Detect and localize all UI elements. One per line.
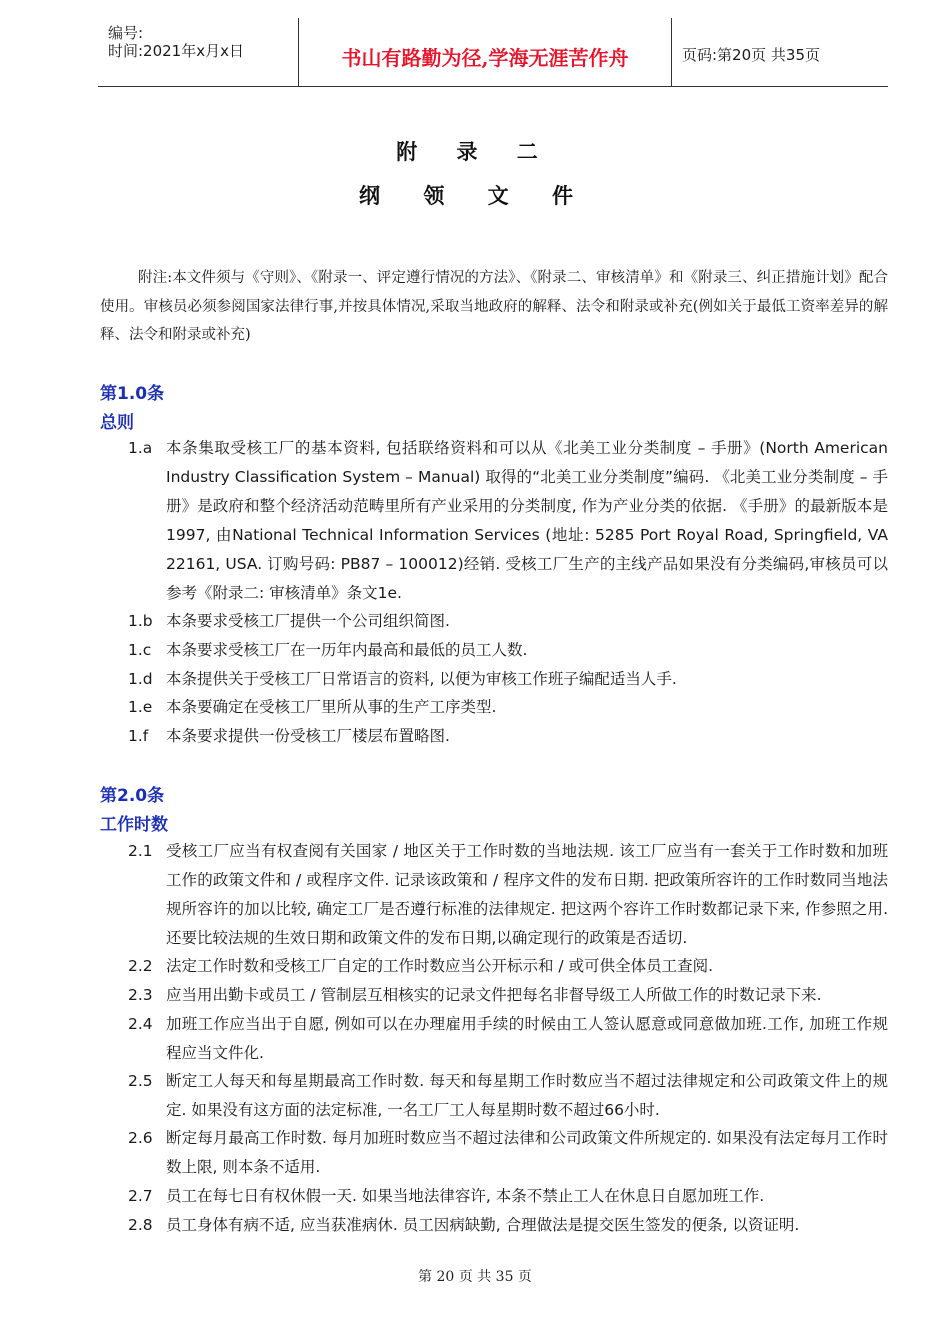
item-number: 2.1	[128, 842, 153, 860]
appendix-title: 附 录 二	[396, 139, 554, 164]
section-number: 第1.0条	[100, 384, 165, 404]
item-number: 1.f	[128, 727, 149, 745]
item-text: 法定工作时数和受核工厂自定的工作时数应当公开标示和 / 或可供全体员工查阅.	[166, 957, 714, 975]
section-heading: 总则	[100, 413, 134, 433]
note-paragraph: 附注:本文件须与《守则》、《附录一、评定遵行情况的方法》、《附录二、审核清单》和《附录三、纠正措施计划》配合使用。审核员必须参阅国家法律行事,并按具体情况,采取当地政府的解释、法令和附录或补充(例如关于最低工资率差异的解释、法令和附录或补充)	[100, 270, 888, 343]
item-text: 本条要确定在受核工厂里所从事的生产工序类型.	[166, 698, 497, 716]
header-right-cell	[672, 18, 888, 86]
item-text: 员工身体有病不适, 应当获准病休. 员工因病缺勤, 合理做法是提交医生签发的便条, 以资证明.	[166, 1216, 800, 1234]
document-code: 编号:	[108, 24, 144, 42]
item-number: 2.8	[128, 1216, 153, 1234]
item-text: 本条要求受核工厂在一历年内最高和最低的员工人数.	[166, 641, 528, 659]
item-number: 2.4	[128, 1015, 153, 1033]
item-number: 1.a	[128, 439, 153, 457]
item-number: 1.c	[128, 641, 152, 659]
section-heading: 工作时数	[100, 815, 168, 835]
page-footer: 第 20 页 共 35 页	[418, 1269, 532, 1285]
header-center-cell	[299, 18, 672, 86]
header-motto: 书山有路勤为径,学海无涯苦作舟	[341, 46, 629, 70]
item-text: 本条提供关于受核工厂日常语言的资料, 以便为审核工作班子编配适当人手.	[166, 670, 677, 688]
item-text: 断定每月最高工作时数. 每月加班时数应当不超过法律和公司政策文件所规定的. 如果没有法定每月工作时数上限, 则本条不适用.	[166, 1129, 888, 1176]
item-text: 本条要求提供一份受核工厂楼层布置略图.	[166, 727, 450, 745]
item-text: 员工在每七日有权休假一天. 如果当地法律容许, 本条不禁止工人在休息日自愿加班工作.	[166, 1187, 765, 1205]
item-number: 2.3	[128, 986, 153, 1004]
section-number: 第2.0条	[100, 786, 165, 806]
item-number: 1.e	[128, 698, 153, 716]
item-text: 加班工作应当出于自愿, 例如可以在办理雇用手续的时候由工人签认愿意或同意做加班.工作, 加班工作规程应当文件化.	[166, 1015, 888, 1062]
header-page-number: 页码:第20页 共35页	[682, 46, 820, 64]
header-left-cell	[98, 18, 299, 86]
item-number: 2.5	[128, 1072, 153, 1090]
appendix-subtitle: 纲 领 文 件	[359, 183, 591, 208]
item-text: 受核工厂应当有权查阅有关国家 / 地区关于工作时数的当地法规. 该工厂应当有一套关于工作时数和加班工作的政策文件和 / 或程序文件. 记录该政策和 / 程序文件的发布日期. 把政策所容许的工作时数同当地法规所容许的加以比较, 确定工厂是否遵行标准的法律规定. 把这两个容许工作时数都记录下来, 作参照之用. 还要比较法规的生效日期和政策文件的发布日期,以确定现行的政策是否适切.	[166, 842, 888, 947]
item-number: 2.2	[128, 957, 153, 975]
item-text: 应当用出勤卡或员工 / 管制层互相核实的记录文件把每名非督导级工人所做工作的时数记录下来.	[166, 986, 822, 1004]
document-time: 时间:2021年x月x日	[108, 42, 244, 60]
item-number: 1.b	[128, 612, 153, 630]
item-number: 2.7	[128, 1187, 153, 1205]
item-text: 本条要求受核工厂提供一个公司组织简图.	[166, 612, 450, 630]
item-number: 2.6	[128, 1129, 153, 1147]
page-header	[98, 18, 888, 87]
item-number: 1.d	[128, 670, 153, 688]
item-text: 断定工人每天和每星期最高工作时数. 每天和每星期工作时数应当不超过法律规定和公司政策文件上的规定. 如果没有这方面的法定标准, 一名工厂工人每星期时数不超过66小时.	[166, 1072, 888, 1119]
item-text: 本条集取受核工厂的基本资料, 包括联络资料和可以从《北美工业分类制度 – 手册》(North American Industry Classification System – Manual) 取得的“北美工业分类制度”编码. 《北美工业分类制度 – 手册》是政府和整个经济活动范畴里所有产业采用的分类制度, 作为产业分类的依据. 《手册》的最新版本是1997, 由National Technical Information Services (地址: 5285 Port Royal Road, Springfield, VA 22161, USA. 订购号码: PB87 – 100012)经销. 受核工厂生产的主线产品如果没有分类编码,审核员可以参考《附录二: 审核清单》条文1e.	[166, 439, 888, 602]
